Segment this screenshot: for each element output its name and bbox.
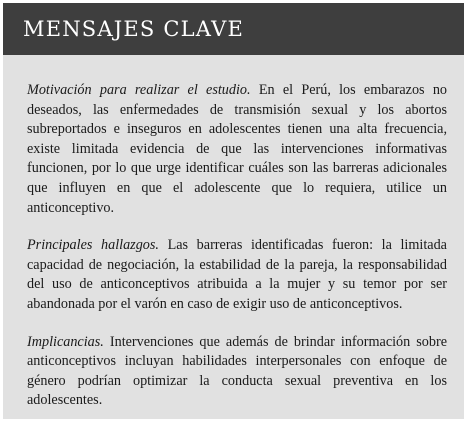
findings-text: Las barreras identificadas fueron: la limitada capacidad de negociación, la estabilidad de la pareja, la responsabilidad del uso de anticonceptivos atribuida a la mujer y su temor por ser abandonada por el varón en caso de exigir uso de anticonceptivos.: [27, 237, 447, 312]
key-messages-title: MENSAJES CLAVE: [23, 17, 244, 41]
key-messages-box: [3, 3, 464, 419]
key-messages-header: [3, 3, 464, 55]
paragraph-findings: [27, 236, 447, 314]
implications-heading: Implicancias.: [27, 333, 104, 350]
implications-text: Intervenciones que además de brindar información sobre anticonceptivos incluyan habilidades interpersonales con enfoque de género podrían optimizar la conducta sexual preventiva en los adolescentes.: [27, 333, 447, 409]
paragraph-motivation: [27, 81, 447, 218]
key-messages-content: [27, 81, 447, 411]
findings-heading: Principales hallazgos.: [27, 237, 159, 254]
motivation-text: En el Perú, los embarazos no deseados, las enfermedades de transmisión sexual y los abortos subreportados e inseguros en adolescentes tienen una alta frecuencia, existe limitada evidencia de que las intervenciones informativas funcionen, por lo que urge identificar cuáles son las barreras adicionales que influyen en que el adolescente que lo requiera, utilice un anticonceptivo.: [27, 82, 448, 216]
motivation-heading: Motivación para realizar el estudio.: [27, 82, 251, 98]
paragraph-implications: [27, 333, 447, 411]
